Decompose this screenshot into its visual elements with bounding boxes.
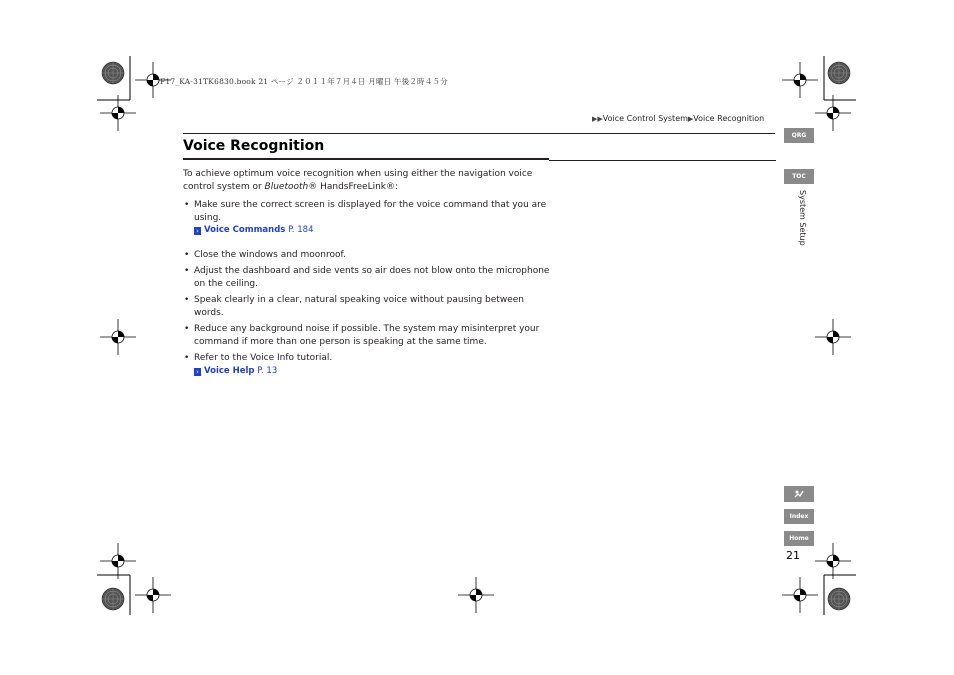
list-item-text: Adjust the dashboard and side vents so air does not blow onto the microphone on the ceiling.	[194, 266, 550, 289]
list-item-text: Refer to the Voice Info tutorial.	[194, 353, 333, 363]
section-label: System Setup	[798, 190, 807, 246]
list-item	[183, 265, 553, 290]
breadcrumb-item-voice-recognition: Voice Recognition	[693, 114, 765, 123]
list-item-text: Close the windows and moonroof.	[194, 249, 346, 260]
intro-bluetooth: Bluetooth	[264, 181, 309, 192]
voice-help-button[interactable]	[784, 486, 814, 502]
breadcrumb-item-voice-control-system[interactable]: Voice Control System	[602, 114, 688, 123]
intro-paragraph	[183, 168, 553, 193]
list-item-text: Make sure the correct screen is displayed for the voice command that you are using.	[194, 200, 547, 223]
breadcrumb	[592, 114, 764, 123]
xref-voice-help[interactable]	[194, 365, 553, 378]
top-rule	[183, 133, 775, 134]
xref-label: Voice Help	[204, 365, 255, 376]
xref-voice-commands[interactable]	[194, 224, 553, 237]
xref-arrow-icon: ›	[194, 227, 201, 235]
book-file-info: F17_KA-31TK6830.book 21 ページ ２０１１年７月４日 月曜日 午後２時４５分	[160, 77, 448, 86]
qrg-tab[interactable]: QRG	[784, 128, 814, 143]
home-tab[interactable]: Home	[784, 531, 814, 546]
list-item	[183, 294, 553, 319]
xref-page: P. 13	[257, 365, 278, 376]
intro-text-2: ® HandsFreeLink®:	[308, 181, 399, 192]
list-item	[183, 323, 553, 348]
toc-tab[interactable]: TOC	[784, 169, 814, 184]
voice-icon	[793, 488, 805, 500]
list-item-text: Reduce any background noise if possible. The system may misinterpret your command if more than one person is speaking at the same time.	[194, 324, 540, 347]
list-item	[183, 249, 553, 262]
title-rule-thick	[183, 158, 549, 160]
breadcrumb-arrows: ▶▶	[592, 115, 603, 123]
breadcrumb-separator: ▶	[687, 115, 694, 123]
page-number: 21	[786, 549, 800, 562]
xref-label: Voice Commands	[204, 225, 286, 235]
tips-list	[183, 199, 553, 377]
page-title: Voice Recognition	[183, 138, 325, 154]
xref-arrow-icon: ›	[194, 368, 201, 376]
intro-text-1: To achieve optimum voice recognition when using either the navigation voice control system or	[183, 169, 533, 192]
list-item	[183, 352, 553, 377]
list-item	[183, 199, 553, 245]
index-tab[interactable]: Index	[784, 509, 814, 524]
list-item-text: Speak clearly in a clear, natural speaking voice without pausing between words.	[194, 295, 524, 318]
title-rule-thin	[549, 160, 776, 161]
xref-page: P. 184	[288, 225, 314, 235]
main-content	[183, 168, 553, 381]
